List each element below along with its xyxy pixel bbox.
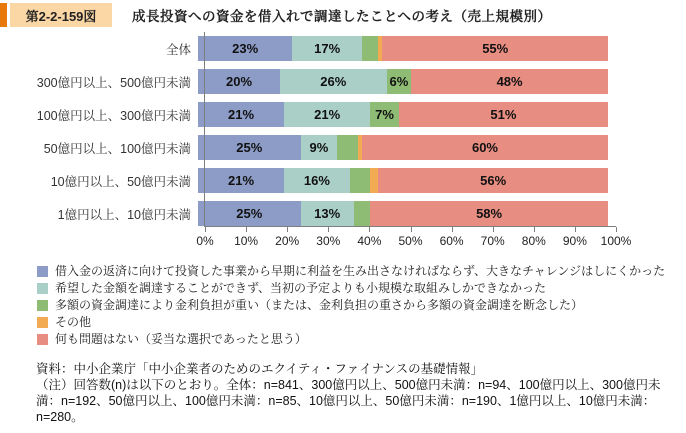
- legend-label: 何も問題はない（妥当な選択であったと思う）: [55, 332, 307, 346]
- axis-tick: [328, 227, 329, 232]
- header-accent-bar: [0, 3, 7, 27]
- stacked-bar: [198, 102, 608, 127]
- axis-tick: [534, 227, 535, 232]
- legend-item: [37, 264, 686, 278]
- axis-tick: [205, 227, 206, 232]
- category-label: 100億円以上、300億円未満: [36, 108, 191, 123]
- bar-segment: [198, 135, 301, 160]
- chart-row: [0, 102, 686, 127]
- bar-value-label: 16%: [303, 173, 330, 188]
- bar-segment: [370, 102, 399, 127]
- legend-color-swatch: [37, 317, 48, 328]
- axis-tick-label: 70%: [480, 234, 505, 248]
- legend-label: 多額の資金調達により金利負担が重い（または、金利負担の重さから多額の資金調達を断念した）: [55, 298, 584, 312]
- bar-segment: [362, 36, 378, 61]
- bar-segment: [399, 102, 608, 127]
- bar-value-label: 48%: [496, 74, 523, 89]
- axis-tick-label: 50%: [398, 234, 423, 248]
- footnotes: [36, 361, 668, 425]
- axis-tick: [493, 227, 494, 232]
- bar-segment: [301, 201, 354, 226]
- bar-value-label: 20%: [225, 74, 253, 89]
- bar-segment: [280, 69, 387, 94]
- legend-item: [37, 281, 686, 295]
- bar-segment: [198, 168, 284, 193]
- legend-item: [37, 332, 686, 346]
- legend-color-swatch: [37, 266, 48, 277]
- bar-value-label: 51%: [490, 107, 517, 122]
- bar-segment: [411, 69, 608, 94]
- bar-value-label: 25%: [236, 140, 263, 155]
- legend-label: 借入金の返済に向けて投資した事業から早期に利益を生み出さなければならず、大きなチャレンジはしにくかった: [55, 264, 666, 278]
- chart-rows: [0, 36, 686, 226]
- bar-segment: [382, 36, 608, 61]
- bar-segment: [362, 135, 608, 160]
- stacked-bar: [198, 36, 608, 61]
- stacked-bar-chart: [0, 36, 686, 252]
- figure-header: [0, 3, 686, 27]
- axis-tick-label: 60%: [439, 234, 464, 248]
- bar-value-label: 21%: [228, 173, 255, 188]
- legend-color-swatch: [37, 334, 48, 345]
- bar-segment: [198, 102, 284, 127]
- category-label: 1億円以上、10億円未満: [57, 207, 191, 222]
- figure-title: 成長投資への資金を借入れで調達したことへの考え（売上規模別）: [132, 9, 552, 24]
- bar-value-label: 25%: [236, 206, 263, 221]
- axis-tick-label: 0%: [196, 234, 214, 248]
- response-count-note: （注）回答数(n)は以下のとおり。全体：n=841、300億円以上、500億円未満：n=94、100億円以上、300億円未満：n=192、50億円以上、100億円未満：n=85、10億円以上、50億円未満：n=190、1億円以上、10億円未満：n=280。: [36, 378, 661, 424]
- bar-value-label: 17%: [314, 41, 341, 56]
- bar-segment: [198, 69, 280, 94]
- axis-tick-label: 40%: [357, 234, 382, 248]
- legend-item: [37, 315, 686, 329]
- chart-legend: [37, 264, 686, 346]
- axis-tick-label: 10%: [234, 234, 259, 248]
- category-label: 50億円以上、100億円未満: [43, 141, 191, 156]
- legend-label: その他: [55, 315, 92, 329]
- stacked-bar: [198, 201, 608, 226]
- axis-tick-label: 30%: [316, 234, 341, 248]
- axis-tick-label: 90%: [562, 234, 587, 248]
- source-note: 資料：中小企業庁「中小企業者のためのエクイティ・ファイナンスの基礎情報」: [36, 362, 484, 376]
- bar-value-label: 13%: [314, 206, 341, 221]
- axis-tick-label: 20%: [275, 234, 300, 248]
- category-label: 10億円以上、50億円未満: [50, 174, 191, 189]
- bar-segment: [198, 36, 292, 61]
- legend-color-swatch: [37, 283, 48, 294]
- bar-value-label: 55%: [482, 41, 509, 56]
- bar-value-label: 6%: [389, 74, 409, 89]
- axis-tick: [246, 227, 247, 232]
- bar-value-label: 60%: [471, 140, 498, 155]
- stacked-bar: [198, 135, 608, 160]
- bar-value-label: 56%: [480, 173, 507, 188]
- bar-segment: [284, 168, 350, 193]
- axis-tick: [411, 227, 412, 232]
- bar-segment: [292, 36, 362, 61]
- bar-segment: [284, 102, 370, 127]
- stacked-bar: [198, 168, 608, 193]
- category-label: 300億円以上、500億円未満: [36, 75, 191, 90]
- axis-tick: [575, 227, 576, 232]
- stacked-bar: [198, 69, 608, 94]
- bar-value-label: 26%: [320, 74, 347, 89]
- axis-tick-label: 80%: [521, 234, 546, 248]
- chart-row: [0, 201, 686, 226]
- legend-item: [37, 298, 686, 312]
- bar-value-label: 7%: [375, 107, 394, 122]
- y-axis-line: [204, 32, 205, 227]
- figure-number: 第2-2-159図: [10, 3, 112, 27]
- axis-tick: [452, 227, 453, 232]
- bar-value-label: 9%: [309, 140, 329, 155]
- bar-segment: [337, 135, 358, 160]
- bar-segment: [370, 168, 378, 193]
- legend-color-swatch: [37, 300, 48, 311]
- chart-row: [0, 135, 686, 160]
- chart-row: [0, 36, 686, 61]
- x-axis: [196, 226, 632, 252]
- bar-segment: [350, 168, 371, 193]
- bar-value-label: 23%: [232, 41, 259, 56]
- axis-tick: [616, 227, 617, 232]
- legend-label: 希望した金額を調達することができず、当初の予定よりも小規模な取組みしかできなかった: [55, 281, 547, 295]
- bar-segment: [378, 168, 608, 193]
- axis-tick: [369, 227, 370, 232]
- bar-segment: [387, 69, 412, 94]
- chart-row: [0, 168, 686, 193]
- bar-segment: [370, 201, 608, 226]
- axis-tick-label: 100%: [600, 234, 632, 248]
- bar-segment: [198, 201, 301, 226]
- bar-value-label: 21%: [314, 107, 341, 122]
- axis-tick: [287, 227, 288, 232]
- bar-value-label: 21%: [228, 107, 255, 122]
- chart-row: [0, 69, 686, 94]
- bar-segment: [354, 201, 370, 226]
- bar-segment: [301, 135, 338, 160]
- bar-value-label: 58%: [476, 206, 503, 221]
- category-label: 全体: [165, 42, 191, 57]
